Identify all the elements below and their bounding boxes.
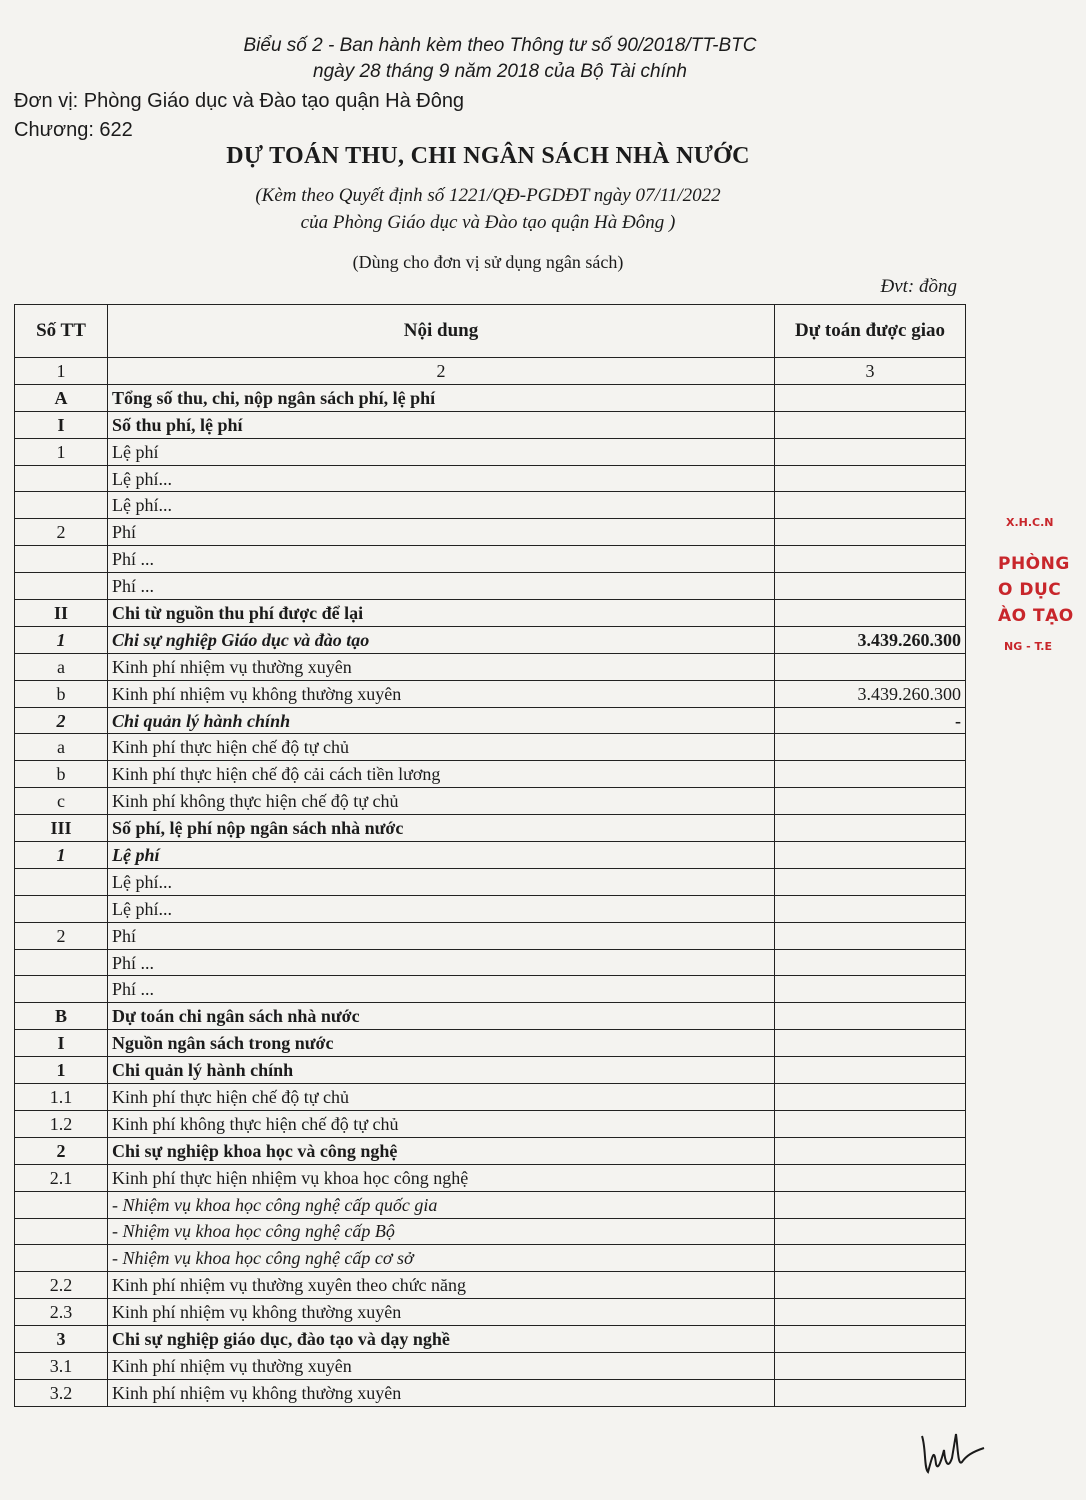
column-index-row bbox=[15, 358, 966, 385]
table-row bbox=[15, 1218, 966, 1245]
official-stamp bbox=[996, 508, 1086, 658]
table-row bbox=[15, 1272, 966, 1299]
row-amount: 3.439.260.300 bbox=[775, 626, 966, 653]
row-stt: 1.1 bbox=[15, 1084, 108, 1111]
row-amount bbox=[775, 1003, 966, 1030]
row-amount bbox=[775, 438, 966, 465]
row-content: Lệ phí bbox=[108, 438, 775, 465]
row-content: Kinh phí nhiệm vụ thường xuyên bbox=[108, 653, 775, 680]
row-content: Nguồn ngân sách trong nước bbox=[108, 1030, 775, 1057]
stamp-text-4: ÀO TẠO bbox=[998, 606, 1074, 626]
row-amount bbox=[775, 761, 966, 788]
row-content: Lệ phí... bbox=[108, 868, 775, 895]
row-amount bbox=[775, 1030, 966, 1057]
row-content: Chi quản lý hành chính bbox=[108, 1057, 775, 1084]
row-content: - Nhiệm vụ khoa học công nghệ cấp Bộ bbox=[108, 1218, 775, 1245]
table-row bbox=[15, 653, 966, 680]
row-stt bbox=[15, 1218, 108, 1245]
row-content: Phí ... bbox=[108, 949, 775, 976]
row-amount bbox=[775, 1272, 966, 1299]
table-row bbox=[15, 1191, 966, 1218]
row-content: Phí ... bbox=[108, 573, 775, 600]
row-content: Kinh phí nhiệm vụ thường xuyên theo chức năng bbox=[108, 1272, 775, 1299]
row-amount bbox=[775, 492, 966, 519]
row-content: Kinh phí không thực hiện chế độ tự chủ bbox=[108, 788, 775, 815]
row-stt: 2 bbox=[15, 1137, 108, 1164]
table-row bbox=[15, 573, 966, 600]
row-amount bbox=[775, 1110, 966, 1137]
row-stt: b bbox=[15, 761, 108, 788]
row-amount bbox=[775, 1137, 966, 1164]
row-stt bbox=[15, 573, 108, 600]
row-amount bbox=[775, 546, 966, 573]
row-stt bbox=[15, 949, 108, 976]
table-row bbox=[15, 842, 966, 869]
table-row bbox=[15, 734, 966, 761]
table-row bbox=[15, 1137, 966, 1164]
row-stt: 1 bbox=[15, 438, 108, 465]
row-stt: I bbox=[15, 411, 108, 438]
stamp-text-1: X.H.C.N bbox=[1006, 516, 1054, 529]
row-amount bbox=[775, 465, 966, 492]
table-row bbox=[15, 1030, 966, 1057]
row-content: Chi sự nghiệp khoa học và công nghệ bbox=[108, 1137, 775, 1164]
row-amount bbox=[775, 949, 966, 976]
row-amount: 3.439.260.300 bbox=[775, 680, 966, 707]
table-row bbox=[15, 707, 966, 734]
table-row bbox=[15, 1326, 966, 1353]
row-content: Kinh phí nhiệm vụ không thường xuyên bbox=[108, 1379, 775, 1406]
row-amount bbox=[775, 1164, 966, 1191]
row-stt: III bbox=[15, 815, 108, 842]
row-amount bbox=[775, 895, 966, 922]
row-content: Số phí, lệ phí nộp ngân sách nhà nước bbox=[108, 815, 775, 842]
row-stt: 2.2 bbox=[15, 1272, 108, 1299]
table-row bbox=[15, 788, 966, 815]
header-amount: Dự toán được giao bbox=[775, 305, 966, 358]
row-content: Số thu phí, lệ phí bbox=[108, 411, 775, 438]
row-amount bbox=[775, 1352, 966, 1379]
row-content: Kinh phí không thực hiện chế độ tự chủ bbox=[108, 1110, 775, 1137]
row-amount bbox=[775, 788, 966, 815]
form-reference-line1: Biểu số 2 - Ban hành kèm theo Thông tư số 90/2018/TT-BTC bbox=[243, 35, 757, 56]
row-amount bbox=[775, 1245, 966, 1272]
row-amount bbox=[775, 384, 966, 411]
row-stt: 2.3 bbox=[15, 1299, 108, 1326]
row-stt: 2 bbox=[15, 922, 108, 949]
row-amount bbox=[775, 411, 966, 438]
row-stt bbox=[15, 868, 108, 895]
table-row bbox=[15, 761, 966, 788]
row-stt bbox=[15, 1245, 108, 1272]
row-stt: a bbox=[15, 653, 108, 680]
row-content: - Nhiệm vụ khoa học công nghệ cấp quốc gia bbox=[108, 1191, 775, 1218]
table-row bbox=[15, 949, 966, 976]
row-amount bbox=[775, 653, 966, 680]
budget-table bbox=[14, 304, 966, 1407]
row-content: Kinh phí thực hiện nhiệm vụ khoa học công nghệ bbox=[108, 1164, 775, 1191]
row-stt bbox=[15, 1191, 108, 1218]
stamp-text-2: PHÒNG bbox=[998, 554, 1070, 574]
row-content: Chi sự nghiệp Giáo dục và đào tạo bbox=[108, 626, 775, 653]
row-content: Dự toán chi ngân sách nhà nước bbox=[108, 1003, 775, 1030]
row-stt: a bbox=[15, 734, 108, 761]
row-amount bbox=[775, 842, 966, 869]
row-amount bbox=[775, 573, 966, 600]
row-stt: A bbox=[15, 384, 108, 411]
row-stt bbox=[15, 895, 108, 922]
document-title: DỰ TOÁN THU, CHI NGÂN SÁCH NHÀ NƯỚC bbox=[226, 143, 750, 169]
table-row bbox=[15, 976, 966, 1003]
table-row bbox=[15, 1352, 966, 1379]
row-amount: - bbox=[775, 707, 966, 734]
row-stt: 1 bbox=[15, 1057, 108, 1084]
index-content: 2 bbox=[108, 358, 775, 385]
index-stt: 1 bbox=[15, 358, 108, 385]
row-amount bbox=[775, 1299, 966, 1326]
table-row bbox=[15, 1084, 966, 1111]
row-amount bbox=[775, 1057, 966, 1084]
table-row bbox=[15, 895, 966, 922]
row-stt: 3.2 bbox=[15, 1379, 108, 1406]
table-row bbox=[15, 1299, 966, 1326]
row-content: Kinh phí nhiệm vụ thường xuyên bbox=[108, 1352, 775, 1379]
table-row bbox=[15, 1110, 966, 1137]
row-stt bbox=[15, 546, 108, 573]
stamp-text-5: NG - T.E bbox=[1004, 640, 1052, 653]
table-row bbox=[15, 519, 966, 546]
row-content: - Nhiệm vụ khoa học công nghệ cấp cơ sở bbox=[108, 1245, 775, 1272]
row-content: Phí ... bbox=[108, 546, 775, 573]
row-stt bbox=[15, 492, 108, 519]
table-header-row bbox=[15, 305, 966, 358]
row-amount bbox=[775, 1191, 966, 1218]
row-stt: I bbox=[15, 1030, 108, 1057]
row-amount bbox=[775, 922, 966, 949]
table-row bbox=[15, 922, 966, 949]
row-content: Chi quản lý hành chính bbox=[108, 707, 775, 734]
row-stt: b bbox=[15, 680, 108, 707]
table-row bbox=[15, 815, 966, 842]
table-row bbox=[15, 600, 966, 627]
row-content: Kinh phí nhiệm vụ không thường xuyên bbox=[108, 680, 775, 707]
row-content: Phí bbox=[108, 922, 775, 949]
row-content: Tổng số thu, chi, nộp ngân sách phí, lệ phí bbox=[108, 384, 775, 411]
row-content: Chi từ nguồn thu phí được để lại bbox=[108, 600, 775, 627]
table-row bbox=[15, 384, 966, 411]
row-content: Kinh phí thực hiện chế độ tự chủ bbox=[108, 1084, 775, 1111]
row-stt: c bbox=[15, 788, 108, 815]
row-content: Kinh phí thực hiện chế độ cải cách tiền lương bbox=[108, 761, 775, 788]
row-stt: 2.1 bbox=[15, 1164, 108, 1191]
row-amount bbox=[775, 1379, 966, 1406]
row-amount bbox=[775, 734, 966, 761]
table-row bbox=[15, 1245, 966, 1272]
row-content: Phí ... bbox=[108, 976, 775, 1003]
row-stt: 2 bbox=[15, 519, 108, 546]
row-content: Kinh phí nhiệm vụ không thường xuyên bbox=[108, 1299, 775, 1326]
row-content: Lệ phí... bbox=[108, 492, 775, 519]
index-amount: 3 bbox=[775, 358, 966, 385]
row-amount bbox=[775, 1218, 966, 1245]
table-row bbox=[15, 465, 966, 492]
row-amount bbox=[775, 868, 966, 895]
table-row bbox=[15, 868, 966, 895]
table-row bbox=[15, 1164, 966, 1191]
row-stt: B bbox=[15, 1003, 108, 1030]
table-row bbox=[15, 546, 966, 573]
unit-name: Đơn vị: Phòng Giáo dục và Đào tạo quận Hà Đông bbox=[14, 90, 465, 112]
row-content: Lệ phí... bbox=[108, 895, 775, 922]
form-reference-line2: ngày 28 tháng 9 năm 2018 của Bộ Tài chính bbox=[313, 61, 687, 82]
header-content: Nội dung bbox=[108, 305, 775, 358]
chapter-code: Chương: 622 bbox=[14, 119, 133, 141]
row-amount bbox=[775, 600, 966, 627]
row-stt: 3 bbox=[15, 1326, 108, 1353]
row-stt: 1.2 bbox=[15, 1110, 108, 1137]
row-stt: II bbox=[15, 600, 108, 627]
table-row bbox=[15, 1003, 966, 1030]
header-stt: Số TT bbox=[15, 305, 108, 358]
table-row bbox=[15, 1057, 966, 1084]
row-stt bbox=[15, 465, 108, 492]
usage-note: (Dùng cho đơn vị sử dụng ngân sách) bbox=[352, 252, 624, 272]
currency-unit: Đvt: đồng bbox=[880, 276, 957, 297]
row-stt: 1 bbox=[15, 626, 108, 653]
row-content: Chi sự nghiệp giáo dục, đào tạo và dạy nghề bbox=[108, 1326, 775, 1353]
table-row bbox=[15, 438, 966, 465]
subtitle-line1: (Kèm theo Quyết định số 1221/QĐ-PGDĐT ngày 07/11/2022 bbox=[255, 185, 721, 206]
stamp-text-3: O DỤC bbox=[998, 580, 1062, 600]
table-row bbox=[15, 626, 966, 653]
row-amount bbox=[775, 1084, 966, 1111]
table-row bbox=[15, 411, 966, 438]
row-amount bbox=[775, 815, 966, 842]
row-stt: 1 bbox=[15, 842, 108, 869]
table-row bbox=[15, 492, 966, 519]
row-amount bbox=[775, 519, 966, 546]
row-content: Kinh phí thực hiện chế độ tự chủ bbox=[108, 734, 775, 761]
subtitle-line2: của Phòng Giáo dục và Đào tạo quận Hà Đông ) bbox=[300, 212, 676, 233]
row-amount bbox=[775, 1326, 966, 1353]
row-stt bbox=[15, 976, 108, 1003]
row-content: Lệ phí bbox=[108, 842, 775, 869]
row-content: Lệ phí... bbox=[108, 465, 775, 492]
row-stt: 2 bbox=[15, 707, 108, 734]
handwritten-signature bbox=[918, 1428, 988, 1478]
row-content: Phí bbox=[108, 519, 775, 546]
table-row bbox=[15, 1379, 966, 1406]
row-amount bbox=[775, 976, 966, 1003]
row-stt: 3.1 bbox=[15, 1352, 108, 1379]
table-row bbox=[15, 680, 966, 707]
